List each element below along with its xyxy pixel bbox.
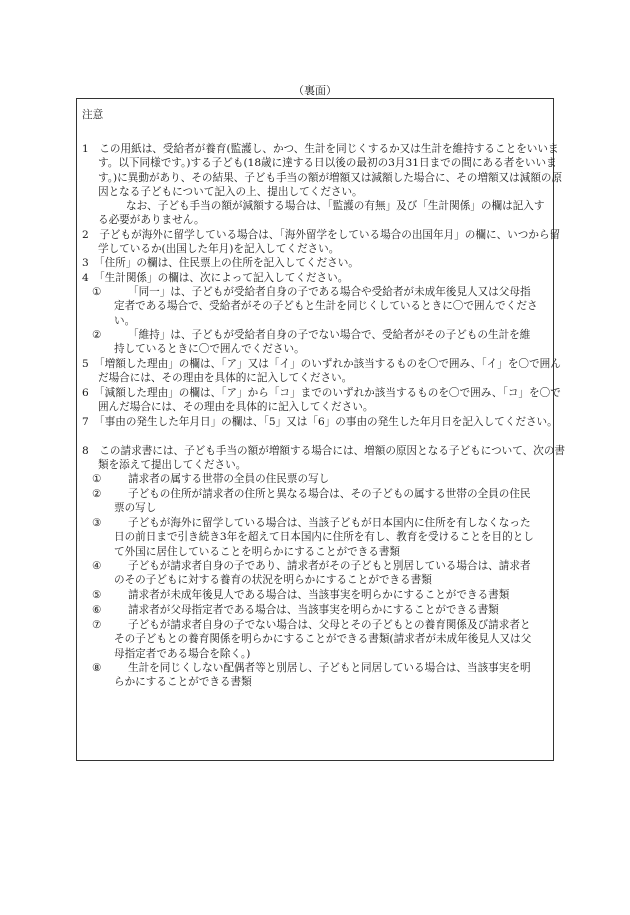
note-1: 1 この用紙は、受給者が養育(監護し、かつ、生計を同じくするか又は生計を維持することをいいます。以下同様です。)する子ども(18歳に達する日以後の最初の3月31日までの間にある者をいいます。)に異動があり、その結果、子ども手当の額が増額又は減額した場合に、その増額又は減額の原因となる子どもについて記入の上、提出してください。 [82,143,563,198]
item-mark: ⑤ [92,589,102,601]
item-mark: ① [92,286,102,298]
page-title: （裏面） [293,84,337,97]
item-text: 子どもの住所が請求者の住所と異なる場合は、その子どもの属する世帯の全員の住民票の写し [114,488,531,515]
note-1-supplement: なお、子ども手当の額が減額する場合は、「監護の有無」及び「生計関係」の欄は記入する必要がありません。 [98,200,545,227]
item-text: 「維持」は、子どもが受給者自身の子でない場合で、受給者がその子どもの生計を維持しているときに〇で囲んでください。 [114,329,531,356]
item-mark: ① [92,473,102,485]
note-8-item [92,472,540,486]
note-8-item [92,661,540,690]
note-5: 5 「増額した理由」の欄は、「ア」又は「イ」のいずれか該当するものを〇で囲み、「イ」を〇で囲んだ場合には、その理由を具体的に記入してください。 [82,358,561,385]
note-8-item [92,588,540,602]
item-mark: ⑥ [92,604,102,616]
note-4: 4 「生計関係」の欄は、次によって記入してください。 [82,272,349,284]
item-text: 生計を同じくしない配偶者等と別居し、子どもと同居している場合は、当該事実を明らかにすることができる書類 [114,662,531,689]
item-text: 請求者が未成年後見人である場合は、当該事実を明らかにすることができる書類 [128,589,510,601]
item-text: 「同一」は、子どもが受給者自身の子である場合や受給者が未成年後見人又は父母指定者である場合で、受給者がその子どもと生計を同じくしているときに〇で囲んでください。 [114,286,538,327]
note-8-item [92,516,540,559]
item-mark: ④ [92,560,102,572]
item-mark: ③ [92,517,102,529]
note-4-item [92,328,540,357]
item-text: 請求者が父母指定者である場合は、当該事実を明らかにすることができる書類 [128,604,499,616]
note-7: 7 「事由の発生した年月日」の欄は、「5」又は「6」の事由の発生した年月日を記入してください。 [82,416,558,428]
note-8-item [92,487,540,516]
note-8-item [92,603,540,617]
item-mark: ② [92,329,102,341]
item-mark: ⑧ [92,662,102,674]
item-text: 請求者の属する世帯の全員の住民票の写し [128,473,330,485]
note-4-item [92,285,540,328]
notes-heading: 注意 [82,109,104,121]
item-text: 子どもが請求者自身の子であり、請求者がその子どもと別居している場合は、請求者のその子どもに対する養育の状況を明らかにすることができる書類 [114,560,531,587]
item-mark: ⑦ [92,619,102,631]
item-text: 子どもが海外に留学している場合は、当該子どもが日本国内に住所を有しなくなった日の前日まで引き続き3年を超えて日本国内に住所を有し、教育を受けることを目的として外国に居住していることを明らかにすることができる書類 [114,517,534,558]
note-2: 2 子どもが海外に留学している場合は、「海外留学をしている場合の出国年月」の欄に、いつから留学しているか(出国した年月)を記入してください。 [82,229,561,256]
note-3: 3 「住所」の欄は、住民票上の住所を記入してください。 [82,257,359,269]
note-8: 8 この請求書には、子ども手当の額が増額する場合には、増額の原因となる子どもについて、次の書類を添えて提出してください。 [82,445,566,472]
item-text: 子どもが請求者自身の子でない場合は、父母とその子どもとの養育関係及び請求者とその子どもとの養育関係を明らかにすることができる書類(請求者が未成年後見人又は父母指定者である場合を除く。) [114,619,532,660]
note-8-item [92,559,540,588]
item-mark: ② [92,488,102,500]
note-8-item [92,618,540,661]
note-6: 6 「減額した理由」の欄は、「ア」から「コ」までのいずれか該当するものを〇で囲み、「コ」を〇で囲んだ場合には、その理由を具体的に記入してください。 [82,387,561,414]
